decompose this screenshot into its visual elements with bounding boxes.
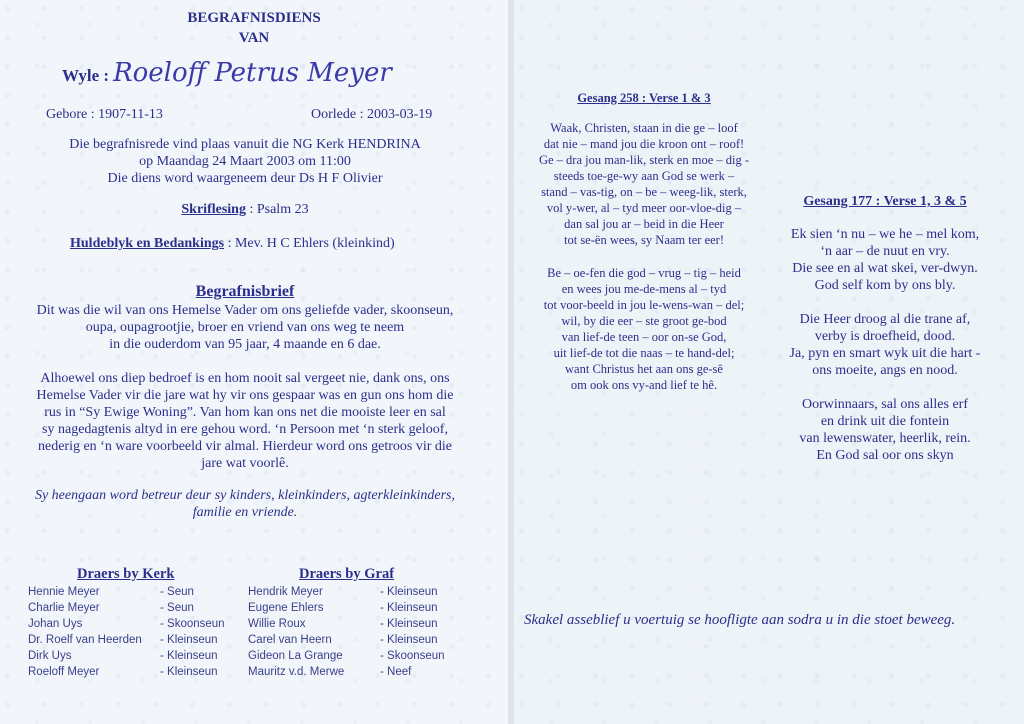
service-details: [0, 136, 490, 187]
letter-line: oupa, oupagrootjie, broer en vriend van ons weg te neem: [85, 320, 405, 335]
reading-value: : Psalm 23: [249, 202, 309, 217]
verse-line: van lief-de teen – oor on-se God,: [561, 330, 727, 344]
verse-line: Ge – dra jou man-lik, sterk en moe – dig -: [538, 153, 750, 167]
hymn-258-verse-1: [514, 120, 774, 248]
reading-label: Skriflesing: [181, 202, 246, 217]
hymn-177-verse-1: [766, 226, 1004, 294]
letter-paragraph-2: [0, 370, 490, 472]
survivors-note: [0, 487, 490, 521]
wyle-label: Wyle :: [62, 66, 110, 85]
service-line: op Maandag 24 Maart 2003 om 11:00: [139, 154, 351, 169]
bearer-name: Charlie Meyer: [28, 602, 100, 614]
survivors-line: Sy heengaan word betreur deur sy kinders, kleinkinders, agterkleinkinders,: [34, 488, 456, 503]
deceased-line: [62, 58, 392, 88]
bearer-relation: - Kleinseun: [160, 650, 218, 662]
survivors-line: familie en vriende.: [192, 505, 298, 520]
letter-line: Hemelse Vader vir die jare wat hy vir ons gespaar was en gun ons hom die: [36, 388, 454, 403]
bearers-church: [28, 566, 253, 680]
verse-line: tot se-ën wees, sy Naam ter eer!: [564, 233, 724, 247]
verse-line: ‘n aar – de nuut en vry.: [820, 244, 950, 259]
bearer-name: Gideon La Grange: [248, 650, 343, 662]
bearer-row: [28, 600, 253, 616]
bearer-name: Willie Roux: [248, 618, 306, 630]
bearer-name: Roeloff Meyer: [28, 666, 100, 678]
service-heading: [0, 8, 508, 48]
born-line: [46, 106, 163, 123]
bearer-name: Johan Uys: [28, 618, 83, 630]
verse-line: vol y-wer, al – tyd meer oor-vloe-dig –: [546, 201, 742, 215]
verse-line: van lewenswater, heerlik, rein.: [799, 431, 971, 446]
hymn-177-verse-3: [766, 396, 1004, 464]
bearer-row: [248, 616, 488, 632]
bearer-row: [248, 648, 488, 664]
bearers-grave-title: Draers by Graf: [299, 566, 395, 582]
title-line-1: BEGRAFNISDIENS: [187, 10, 321, 26]
bearer-relation: - Skoonseun: [160, 618, 225, 630]
bearer-name: Dr. Roelf van Heerden: [28, 634, 142, 646]
service-line: Die diens word waargeneem deur Ds H F Olivier: [107, 171, 383, 186]
born-date: 1907-11-13: [98, 107, 163, 122]
letter-line: sy nagedagtenis altyd in ere gehou word. ‘n Persoon met ‘n sterk geloof,: [42, 422, 448, 437]
hymn-258: [514, 90, 774, 410]
service-line: Die begrafnisrede vind plaas vanuit die NG Kerk HENDRINA: [69, 137, 421, 152]
letter-paragraph-1: [0, 302, 490, 353]
hymn-177: [766, 193, 1004, 481]
bearer-name: Hennie Meyer: [28, 586, 100, 598]
bearers-grave: [248, 566, 488, 680]
verse-line: want Christus het aan ons ge-sê: [565, 362, 723, 376]
bearer-row: [248, 600, 488, 616]
bearer-row: [248, 632, 488, 648]
verse-line: Waak, Christen, staan in die ge – loof: [550, 121, 738, 135]
bearer-relation: - Kleinseun: [160, 634, 218, 646]
letter-line: Alhoewel ons diep bedroef is en hom nooit sal vergeet nie, dank ons, ons: [40, 371, 450, 386]
tribute-label: Huldeblyk en Bedankings: [70, 236, 225, 251]
verse-line: en wees jou me-de-mens al – tyd: [561, 282, 727, 296]
verse-line: verby is droefheid, dood.: [814, 329, 956, 344]
bearer-relation: - Skoonseun: [380, 650, 445, 662]
bearer-row: [28, 632, 253, 648]
bearer-relation: - Kleinseun: [380, 618, 438, 630]
letter-line: nederig en ‘n ware voorbeeld vir almal. Hierdeur word ons getroos vir die: [37, 439, 453, 454]
right-page: [514, 0, 1024, 724]
bearer-name: Carel van Heern: [248, 634, 332, 646]
bearer-relation: - Kleinseun: [380, 634, 438, 646]
verse-line: Be – oe-fen die god – vrug – tig – heid: [547, 266, 741, 280]
bearer-relation: - Kleinseun: [380, 602, 438, 614]
verse-line: Ek sien ‘n nu – we he – mel kom,: [790, 227, 980, 242]
scripture-reading: [0, 201, 490, 218]
bearer-row: [28, 584, 253, 600]
bearer-row: [28, 664, 253, 680]
bearer-name: Mauritz v.d. Merwe: [248, 666, 345, 678]
verse-line: wil, by die eer – ste groot ge-bod: [561, 314, 727, 328]
verse-line: dat nie – mand jou die kroon ont – roof!: [543, 137, 745, 151]
verse-line: Die Heer droog al die trane af,: [799, 312, 971, 327]
letter-line: jare wat voorlê.: [201, 456, 289, 471]
verse-line: uit lief-de tot die naas – te hand-del;: [553, 346, 735, 360]
bearer-relation: - Kleinseun: [380, 586, 438, 598]
verse-line: tot voor-beeld in jou le-wens-wan – del;: [543, 298, 745, 312]
deceased-name: Roeloff Petrus Meyer: [113, 58, 392, 88]
hymn-258-verse-2: [514, 265, 774, 393]
born-label: Gebore :: [46, 107, 95, 122]
bearer-row: [248, 584, 488, 600]
letter-line: Dit was die wil van ons Hemelse Vader om ons geliefde vader, skoonseun,: [36, 303, 454, 318]
bearer-relation: - Seun: [160, 602, 194, 614]
verse-line: steeds toe-ge-wy aan God se werk –: [553, 169, 735, 183]
bearers-church-title: Draers by Kerk: [77, 566, 175, 582]
died-label: Oorlede :: [311, 107, 364, 122]
letter-line: rus in “Sy Ewige Woning”. Van hom kan ons net die mooiste leer en sal: [44, 405, 446, 420]
bearer-row: [248, 664, 488, 680]
verse-line: God self kom by ons bly.: [814, 278, 956, 293]
hymn-177-verse-2: [766, 311, 1004, 379]
bearer-name: Eugene Ehlers: [248, 602, 324, 614]
verse-line: En God sal oor ons skyn: [816, 448, 954, 463]
verse-line: Die see en al wat skei, ver-dwyn.: [792, 261, 978, 276]
hymn-177-title: Gesang 177 : Verse 1, 3 & 5: [803, 194, 967, 209]
bearer-row: [28, 648, 253, 664]
verse-line: stand – vas-tig, on – be – weeg-lik, sterk,: [541, 185, 747, 199]
hymn-258-title: Gesang 258 : Verse 1 & 3: [577, 91, 711, 105]
verse-line: Ja, pyn en smart wyk uit die hart -: [789, 346, 981, 361]
left-page: [0, 0, 508, 724]
headlights-note: Skakel asseblief u voertuig se hoofligte aan sodra u in die stoet beweeg.: [524, 612, 956, 628]
verse-line: Oorwinnaars, sal ons alles erf: [801, 397, 968, 412]
verse-line: dan sal jou ar – beid in die Heer: [564, 217, 724, 231]
died-date: 2003-03-19: [366, 107, 433, 122]
letter-title: Begrafnisbrief: [195, 283, 295, 300]
bearer-name: Hendrik Meyer: [248, 586, 323, 598]
tribute-line: [70, 235, 395, 252]
tribute-value: : Mev. H C Ehlers (kleinkind): [227, 236, 395, 251]
verse-line: en drink uit die fontein: [820, 414, 950, 429]
bearer-relation: - Kleinseun: [160, 666, 218, 678]
title-line-2: VAN: [238, 30, 270, 46]
letter-line: in die ouderdom van 95 jaar, 4 maande en 6 dae.: [109, 337, 381, 352]
bearer-row: [28, 616, 253, 632]
died-line: [311, 106, 432, 123]
verse-line: ons moeite, angs en nood.: [812, 363, 958, 378]
bearer-name: Dirk Uys: [28, 650, 72, 662]
bearer-relation: - Seun: [160, 586, 194, 598]
verse-line: om ook ons vy-and lief te hê.: [570, 378, 718, 392]
bearer-relation: - Neef: [380, 666, 412, 678]
